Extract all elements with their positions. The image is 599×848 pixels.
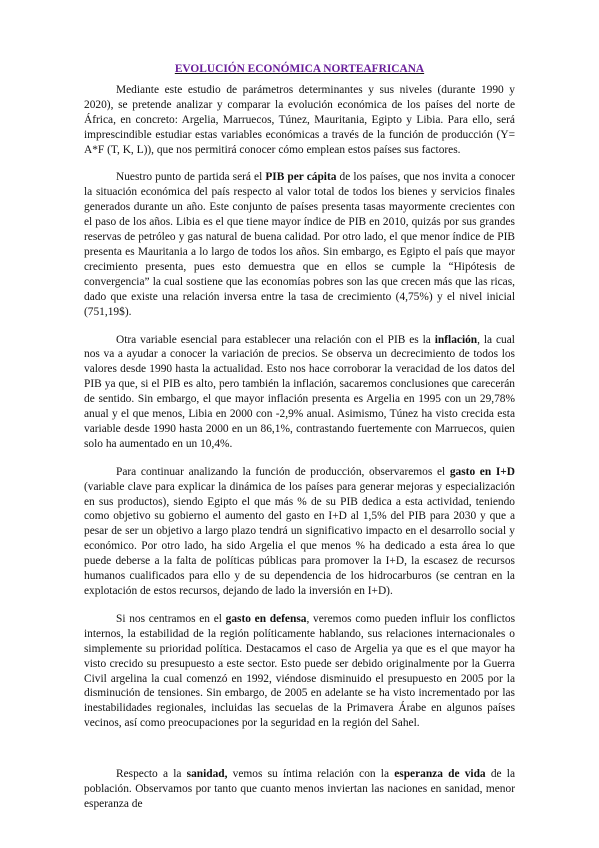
- paragraph-text: de la población. Observamos por tanto que cuanto menos inviertan las naciones en sanidad, menor esperanza de: [84, 768, 515, 810]
- bold-term-gasto-id: gasto en I+D: [449, 465, 515, 478]
- paragraph-text: Otra variable esencial para establecer una relación con el PIB es la: [116, 333, 435, 346]
- paragraph-text: (variable clave para explicar la dinámica de los países para generar mejoras y especialización en sus productos), siendo Egipto el que más % de su PIB dedica a esta actividad, teniendo como objetivo su gobierno el aumento del gasto en I+D al 1,5% del PIB para 2030 y que a pesar de ser un objetivo a largo plazo tendrá un significativo impacto en el desarrollo social y económico. Por otro lado, ha sido Argelia el que menos % ha dedicado a esta área lo que puede deberse a la falta de políticas públicas para promover la I+D, la escasez de recursos humanos cualificados para ello y de su dependencia de los hidrocarburos (se centran en la explotación de estos recursos, dejando de lado la inversión en I+D).: [84, 480, 515, 597]
- paragraph-text: Mediante este estudio de parámetros determinantes y sus niveles (durante 1990 y 2020), se pretende analizar y comparar la evolución económica de los países del norte de África, en concreto: Argelia, Marruecos, Túnez, Mauritania, Egipto y Libia. Para ello, será imprescindible estudiar estas variables económicas a través de la función de producción (Y= A*F (T, K, L)), que nos permitirá conocer cómo emplean estos países sus factores.: [84, 83, 515, 156]
- paragraph-inflacion: [84, 333, 515, 452]
- bold-term-gasto-defensa: gasto en defensa: [225, 612, 307, 625]
- bold-term-esperanza-vida: esperanza de vida: [394, 768, 486, 781]
- paragraph-defensa: [84, 612, 515, 731]
- paragraph-id: [84, 465, 515, 599]
- paragraph-intro: [84, 83, 515, 158]
- paragraph-text: Para continuar analizando la función de producción, observaremos el: [116, 465, 450, 478]
- paragraph-text: Si nos centramos en el: [116, 612, 226, 625]
- paragraph-text: vemos su íntima relación con la: [227, 768, 395, 781]
- bold-term-inflacion: inflación: [434, 333, 478, 346]
- paragraph-text: Nuestro punto de partida será el: [116, 171, 266, 184]
- bold-term-sanidad: sanidad,: [186, 768, 228, 781]
- paragraph-pib: [84, 170, 515, 319]
- document-title: [84, 62, 515, 77]
- paragraph-sanidad: [84, 767, 515, 812]
- document-title-text: EVOLUCIÓN ECONÓMICA NORTEAFRICANA: [174, 63, 425, 75]
- paragraph-text: de los países, que nos invita a conocer la situación económica del país respecto al valor total de todos los bienes y servicios finales generados durante un año. Este conjunto de países presenta tasas mayormente crecientes con el paso de los años. Libia es el que tiene mayor índice de PIB en 2010, quizás por sus grandes reservas de petróleo y gas natural de buena calidad. Por otro lado, el que menor índice de PIB presenta es Mauritania a lo largo de todos los años. Sin embargo, es Egipto el país que mayor crecimiento presenta, pues esto demuestra que en ellos se cumple la “Hipótesis de convergencia” la cual sostiene que las economías pobres son las que crecen más que las ricas, dado que existe una relación inversa entre la tasa de crecimiento (4,75%) y el nivel inicial (751,19$).: [84, 171, 516, 318]
- paragraph-text: Respecto a la: [116, 768, 187, 781]
- paragraph-text: , veremos como pueden influir los conflictos internos, la estabilidad de la región políticamente hablando, sus relaciones internacionales o simplemente su prioridad política. Destacamos el caso de Argelia ya que es el que mayor ha visto crecido su presupuesto a este sector. Esto puede ser debido originalmente por la Guerra Civil argelina la cual comenzó en 1992, viéndose disminuido el presupuesto en 2005 por la disminución de tensiones. Sin embargo, de 2005 en adelante se ha visto incrementado por las inestabilidades regionales, incluidas las secuelas de la Primavera Árabe en algunos países vecinos, así como preocupaciones por la seguridad en la región del Sahel.: [84, 612, 516, 730]
- bold-term-pib: PIB per cápita: [265, 171, 337, 184]
- paragraph-text: , la cual nos va a ayudar a conocer la variación de precios. Se observa un decrecimiento de todos los valores desde 1990 hasta la actualidad. Esto nos hace corroborar la veracidad de los datos del PIB ya que, si el PIB es alto, pero también la inflación, sacaremos conclusiones que carecerán de sentido. Sin embargo, el que mayor inflación presenta es Argelia en 1995 con un 29,78% anual y el que menos, Libia en 2000 con -2,9% anual. Asimismo, Túnez ha visto crecida esta variable desde 1990 hasta 2000 en un 86,1%, contrastando fuertemente con Marruecos, quien solo ha aumentado en un 10,4%.: [84, 333, 515, 450]
